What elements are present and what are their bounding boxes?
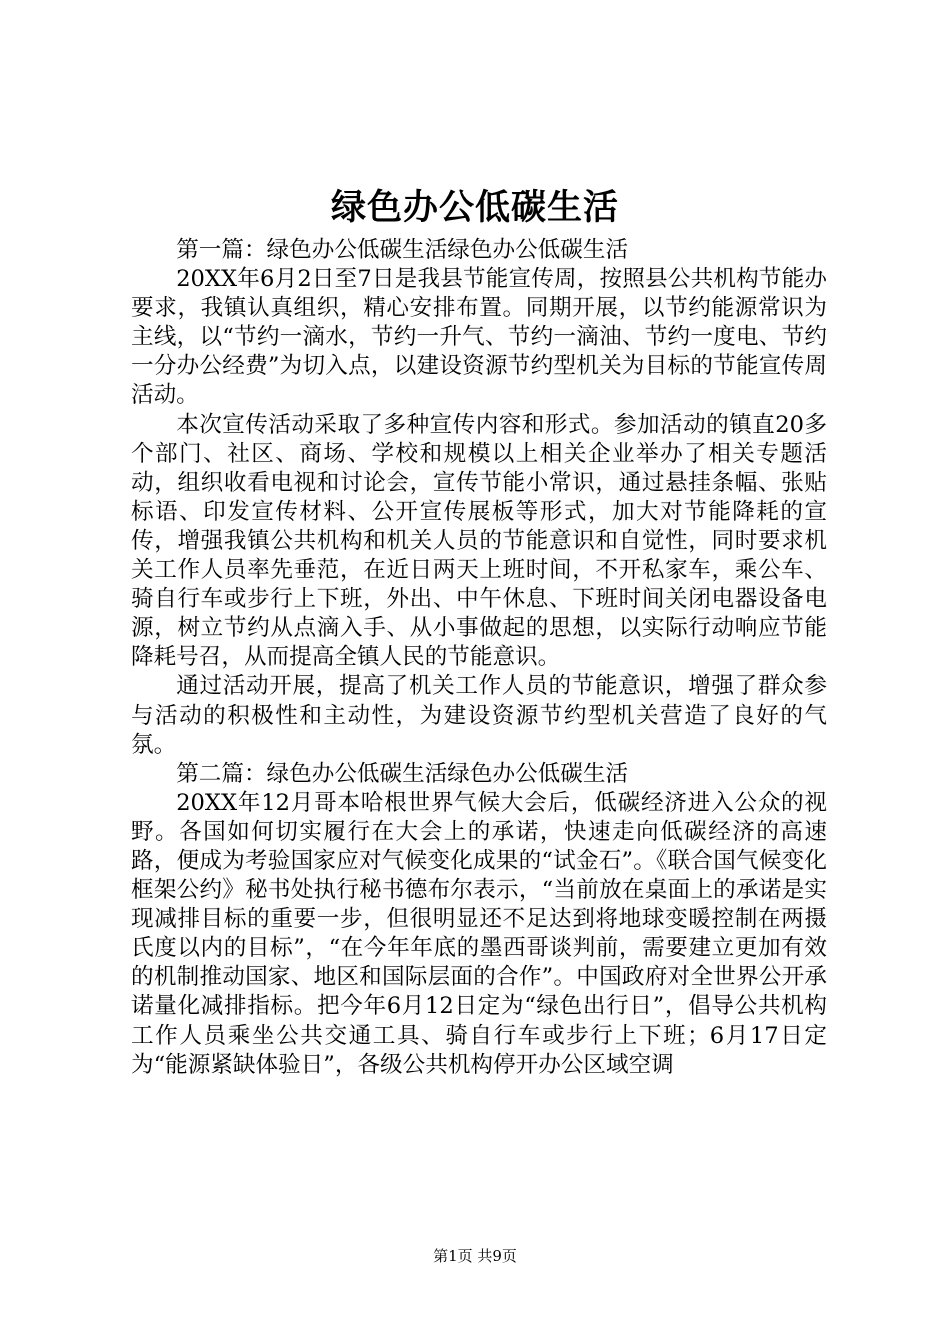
- section-heading-part-1: 第一篇：绿色办公低碳生活绿色办公低碳生活: [176, 237, 629, 263]
- document-body: [131, 236, 827, 1080]
- paragraph: 本次宣传活动采取了多种宣传内容和形式。参加活动的镇直20多个部门、社区、商场、学校和规模以上相关企业举办了相关专题活动，组织收看电视和讨论会，宣传节能小常识，通过悬挂条幅、张贴标语、印发宣传材料、公开宣传展板等形式，加大对节能降耗的宣传，增强我镇公共机构和机关人员的节能意识和自觉性，同时要求机关工作人员率先垂范，在近日两天上班时间，不开私家车，乘公车、骑自行车或步行上下班，外出、中午休息、下班时间关闭电器设备电源，树立节约从点滴入手、从小事做起的思想，以实际行动响应节能降耗号召，从而提高全镇人民的节能意识。: [131, 411, 827, 671]
- document-title: 绿色办公低碳生活: [330, 187, 619, 228]
- section-heading-part-2: 第二篇：绿色办公低碳生活绿色办公低碳生活: [176, 760, 629, 787]
- paragraph: 20XX年12月哥本哈根世界气候大会后，低碳经济进入公众的视野。各国如何切实履行在大会上的承诺，快速走向低碳经济的高速路，便成为考验国家应对气候变化成果的“试金石”。《联合国气候变化框架公约》秘书处执行秘书德布尔表示，“当前放在桌面上的承诺是实现减排目标的重要一步，但很明显还不足达到将地球变暖控制在两摄氏度以内的目标”，“在今年年底的墨西哥谈判前，需要建立更加有效的机制推动国家、地区和国际层面的合作”。中国政府对全世界公开承诺量化减排指标。把今年6月12日定为“绿色出行日”，倡导公共机构工作人员乘坐公共交通工具、骑自行车或步行上下班；6月17日定为“能源紧缺体验日”，各级公共机构停开办公区域空调: [131, 789, 827, 1078]
- page-number-footer: 第1页 共9页: [433, 1247, 517, 1265]
- paragraph: 20XX年6月2日至7日是我县节能宣传周，按照县公共机构节能办要求，我镇认真组织，精心安排布置。同期开展，以节约能源常识为主线，以“节约一滴水，节约一升气、节约一滴油、节约一度电、节约一分办公经费”为切入点，以建设资源节约型机关为目标的节能宣传周活动。: [131, 266, 827, 409]
- paragraph: 通过活动开展，提高了机关工作人员的节能意识，增强了群众参与活动的积极性和主动性，为建设资源节约型机关营造了良好的气氛。: [131, 673, 827, 758]
